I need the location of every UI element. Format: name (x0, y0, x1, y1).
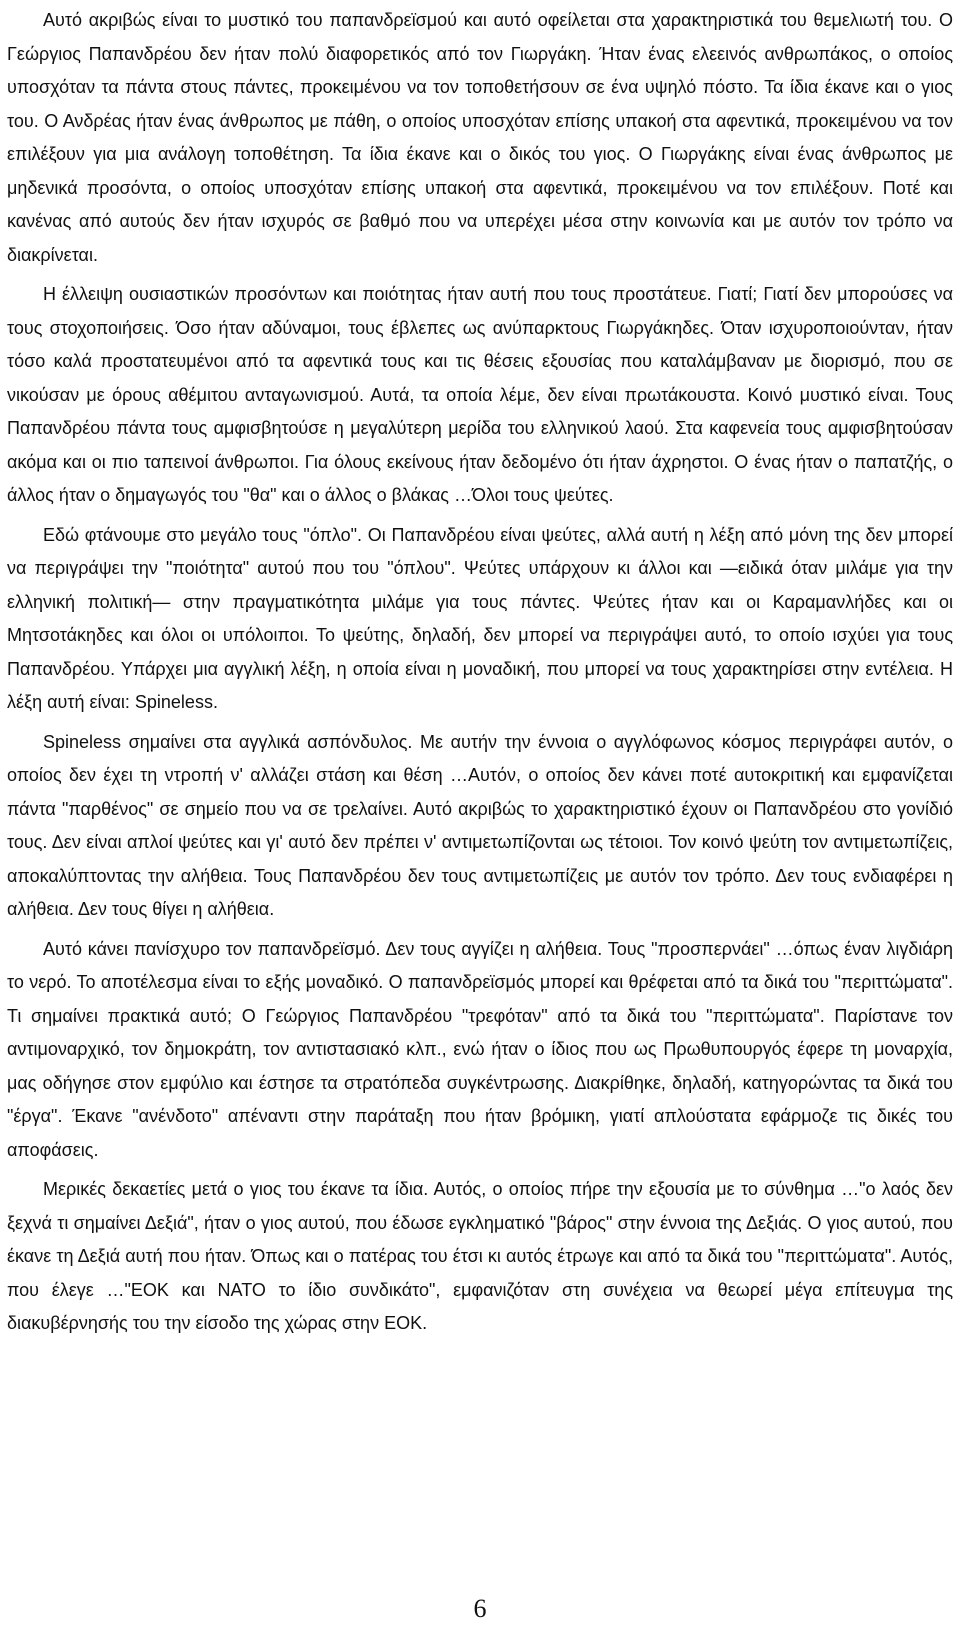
body-text (7, 4, 953, 1347)
paragraph-2: Η έλλειψη ουσιαστικών προσόντων και ποιότητας ήταν αυτή που τους προστάτευε. Γιατί; Γιατί δεν μπορούσες να τους στοχοποιήσεις. Όσο ήταν αδύναμοι, τους έβλεπες ως ανύπαρκτους Γιωργάκηδες. Όταν ισχυροποιούνταν, ήταν τόσο καλά προστατευμένοι από τα αφεντικά τους και τις θέσεις εξουσίας που καταλάμβαναν με διορισμό, που σε νικούσαν με όρους αθέμιτου ανταγωνισμού. Αυτά, τα οποία λέμε, δεν είναι πρωτάκουστα. Κοινό μυστικό είναι. Τους Παπανδρέου πάντα τους αμφισβητούσε η μεγαλύτερη μερίδα του ελληνικού λαού. Στα καφενεία τους αμφισβητούσαν ακόμα και οι πιο ταπεινοί άνθρωποι. Για όλους εκείνους ήταν δεδομένο ότι ήταν άχρηστοι. Ο ένας ήταν ο παπατζής, ο άλλος ήταν ο δημαγωγός του "θα" και ο άλλος ο βλάκας …Όλοι τους ψεύτες. (7, 284, 953, 505)
paragraph-4: Spineless σημαίνει στα αγγλικά ασπόνδυλος. Με αυτήν την έννοια ο αγγλόφωνος κόσμος περιγράφει αυτόν, ο οποίος δεν έχει τη ντροπή ν' αλλάζει στάση και θέση …Αυτόν, ο οποίος δεν κάνει ποτέ αυτοκριτική και εμφανίζεται πάντα "παρθένος" σε σημείο που να σε τρελαίνει. Αυτό ακριβώς το χαρακτηριστικό έχουν οι Παπανδρέου στο γονίδιό τους. Δεν είναι απλοί ψεύτες και γι' αυτό δεν πρέπει ν' αντιμετωπίζονται ως τέτοιοι. Τον κοινό ψεύτη τον αντιμετωπίζεις, αποκαλύπτοντας την αλήθεια. Τους Παπανδρέου δεν τους αντιμετωπίζεις με αυτόν τον τρόπο. Δεν τους ενδιαφέρει η αλήθεια. Δεν τους θίγει η αλήθεια. (7, 731, 953, 919)
paragraph-6: Μερικές δεκαετίες μετά ο γιος του έκανε τα ίδια. Αυτός, ο οποίος πήρε την εξουσία με το σύνθημα …"ο λαός δεν ξεχνά τι σημαίνει Δεξιά", ήταν ο γιος αυτού, που έδωσε εγκληματικό "βάρος" στην έννοια της Δεξιάς. Ο γιος αυτού, που έκανε τη Δεξιά αυτή που ήταν. Όπως και ο πατέρας του έτσι κι αυτός έτρωγε και από τα δικά του "περιττώματα". Αυτός, που έλεγε …"ΕΟΚ και ΝΑΤΟ το ίδιο συνδικάτο", εμφανιζόταν στη συνέχεια να θεωρεί μέγα επίτευγμα της διακυβέρνησής του την είσοδο της χώρας στην ΕΟΚ. (7, 1179, 953, 1333)
paragraph-3: Εδώ φτάνουμε στο μεγάλο τους "όπλο". Οι Παπανδρέου είναι ψεύτες, αλλά αυτή η λέξη από μόνη της δεν μπορεί να περιγράψει την "ποιότητα" αυτού που του "όπλου". Ψεύτες υπάρχουν κι άλλοι και —ειδικά όταν μιλάμε για την ελληνική πολιτική— στην πραγματικότητα μιλάμε για τους πάντες. Ψεύτες ήταν και οι Καραμανλήδες και οι Μητσοτάκηδες και όλοι οι υπόλοιποι. Το ψεύτης, δηλαδή, δεν μπορεί να περιγράψει αυτό, το οποίο ισχύει για τους Παπανδρέου. Υπάρχει μια αγγλική λέξη, η οποία είναι η μοναδική, που μπορεί να τους χαρακτηρίσει στην εντέλεια. Η λέξη αυτή είναι: Spineless. (7, 524, 953, 712)
paragraph-5: Αυτό κάνει πανίσχυρο τον παπανδρεϊσμό. Δεν τους αγγίζει η αλήθεια. Τους "προσπερνάει" …όπως έναν λιγδιάρη το νερό. Το αποτέλεσμα είναι το εξής μοναδικό. Ο παπανδρεϊσμός μπορεί και θρέφεται από τα δικά του "περιττώματα". Τι σημαίνει πρακτικά αυτό; Ο Γεώργιος Παπανδρέου "τρεφόταν" από τα δικά του "περιττώματα". Παρίστανε τον αντιμοναρχικό, τον δημοκράτη, τον αντιστασιακό κλπ., ενώ ήταν ο ίδιος που ως Πρωθυπουργός έφερε τη μοναρχία, μας οδήγησε στον εμφύλιο και έστησε τα στρατόπεδα συγκέντρωσης. Διακρίθηκε, δηλαδή, κατηγορώντας τα δικά του "έργα". Έκανε "ανένδοτο" απέναντι στην παράταξη που ήταν βρόμικη, γιατί απλούστατα εφάρμοζε τις δικές του αποφάσεις. (7, 938, 953, 1160)
page-number: 6 (473, 1594, 487, 1623)
paragraph-1: Αυτό ακριβώς είναι το μυστικό του παπανδρεϊσμού και αυτό οφείλεται στα χαρακτηριστικά του θεμελιωτή του. Ο Γεώργιος Παπανδρέου δεν ήταν πολύ διαφορετικός από τον Γιωργάκη. Ήταν ένας ελεεινός ανθρωπάκος, ο οποίος υποσχόταν τα πάντα στους πάντες, προκειμένου να τον τοποθετήσουν σε ένα υψηλό πόστο. Τα ίδια έκανε και ο γιος του. Ο Ανδρέας ήταν ένας άνθρωπος με πάθη, ο οποίος υποσχόταν επίσης υπακοή στα αφεντικά, προκειμένου να τον επιλέξουν για μια ανάλογη τοποθέτηση. Τα ίδια έκανε και ο δικός του γιος. Ο Γιωργάκης είναι ένας άνθρωπος με μηδενικά προσόντα, ο οποίος υποσχόταν επίσης υπακοή στα αφεντικά, προκειμένου να τον επιλέξουν. Ποτέ και κανένας από αυτούς δεν ήταν ισχυρός σε βαθμό που να υπερέχει μέσα στην κοινωνία και με αυτόν τον τρόπο να διακρίνεται. (7, 10, 953, 265)
